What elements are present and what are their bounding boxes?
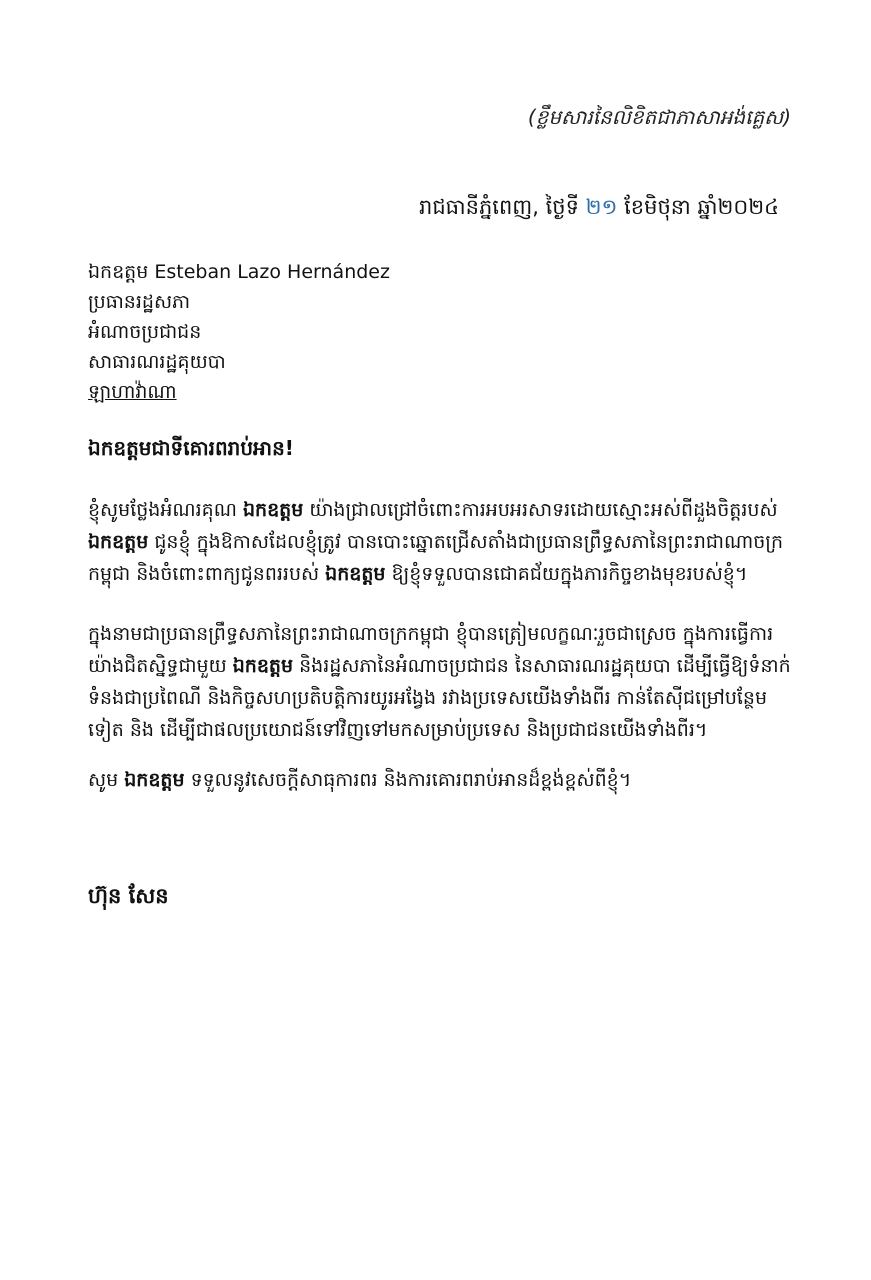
paragraph-line	[88, 558, 800, 590]
paragraph-line	[88, 764, 800, 796]
paragraph-line	[88, 526, 800, 558]
recipient-city: ឡាហាវ៉ាណា	[88, 381, 177, 403]
dateline-suffix: ខែមិថុនា ឆ្នាំ២០២៤	[624, 195, 779, 219]
paragraph-thanks	[88, 494, 800, 590]
text-span: ខ្ញុំសូមថ្លែងអំណរគុណ	[88, 499, 237, 521]
text-span: យ៉ាងជ្រាលជ្រៅចំពោះការអបអរសាទរដោយស្មោះអស់ពីដួងចិត្តរបស់	[309, 499, 778, 521]
text-span: ឱ្យខ្ញុំទទួលបានជោគជ័យក្នុងភារកិច្ចខាងមុខរបស់ខ្ញុំ។	[391, 563, 748, 585]
paragraph-line	[88, 650, 800, 682]
honorific-bold: ឯកឧត្តម	[242, 499, 304, 521]
text-span: ទទួលនូវសេចក្តីសាធុការពរ និងការគោរពរាប់អានដ៏ខ្ពង់ខ្ពស់ពីខ្ញុំ។	[190, 769, 632, 791]
paragraph-line: ទំនងជាប្រពៃណី និងកិច្ចសហប្រតិបត្តិការយូរអង្វែង រវាងប្រទេសយើងទាំងពីរ កាន់តែស៊ីជម្រៅបន្ថែម	[88, 687, 768, 709]
text-span: និងរដ្ឋសភានៃអំណាចប្រជាជន នៃសាធារណរដ្ឋគុយបា ដើម្បីធ្វើឱ្យទំនាក់	[299, 655, 791, 677]
text-span: សូម	[88, 769, 119, 791]
paragraph-line: ក្នុងនាមជាប្រធានព្រឹទ្ធសភានៃព្រះរាជាណាចក្រកម្ពុជា ខ្ញុំបានត្រៀមលក្ខណៈរួចជាស្រេច ក្នុងការធ្វើការ	[88, 623, 774, 645]
recipient-name-line	[88, 257, 390, 287]
text-span: កម្ពុជា និងចំពោះពាក្យជូនពររបស់	[88, 563, 320, 585]
recipient-name: Esteban Lazo Hernández	[154, 261, 390, 283]
text-span: យ៉ាងជិតស្និទ្ធជាមួយ	[88, 655, 227, 677]
paragraph-closing	[88, 764, 800, 796]
salutation: ឯកឧត្តមជាទីគោរពរាប់អាន!	[88, 436, 294, 460]
honorific-bold: ឯកឧត្តម	[88, 531, 149, 553]
recipient-address	[88, 257, 390, 407]
recipient-body: អំណាចប្រជាជន	[88, 321, 202, 343]
dateline-day: ២១	[585, 195, 618, 219]
recipient-country: សាធារណរដ្ឋគុយបា	[88, 351, 226, 373]
recipient-title: ប្រធានរដ្ឋសភា	[88, 291, 191, 313]
translation-note: (ខ្លឹមសារនៃលិខិតជាភាសាអង់គ្លេស)	[527, 105, 791, 129]
dateline-prefix: រាជធានីភ្នំពេញ, ថ្ងៃទី	[418, 195, 579, 219]
honorific-bold: ឯកឧត្តម	[325, 563, 386, 585]
text-span: ជូនខ្ញុំ ក្នុងឱកាសដែលខ្ញុំត្រូវ បានបោះឆ្នោតជ្រើសតាំងជាប្រធានព្រឹទ្ធសភានៃព្រះរាជាណាចក្រ	[154, 531, 784, 553]
paragraph-line: ទៀត និង ដើម្បីជាផលប្រយោជន៍ទៅវិញទៅមកសម្រាប់ប្រទេស និងប្រជាជនយើងទាំងពីរ។	[88, 719, 708, 741]
paragraph-cooperation	[88, 618, 800, 746]
paragraph-line	[88, 494, 800, 526]
recipient-honorific: ឯកឧត្តម	[88, 261, 149, 283]
dateline	[419, 194, 779, 225]
honorific-bold: ឯកឧត្តម	[124, 769, 185, 791]
honorific-bold: ឯកឧត្តម	[232, 655, 294, 677]
signature-name: ហ៊ុន សែន	[88, 884, 169, 908]
